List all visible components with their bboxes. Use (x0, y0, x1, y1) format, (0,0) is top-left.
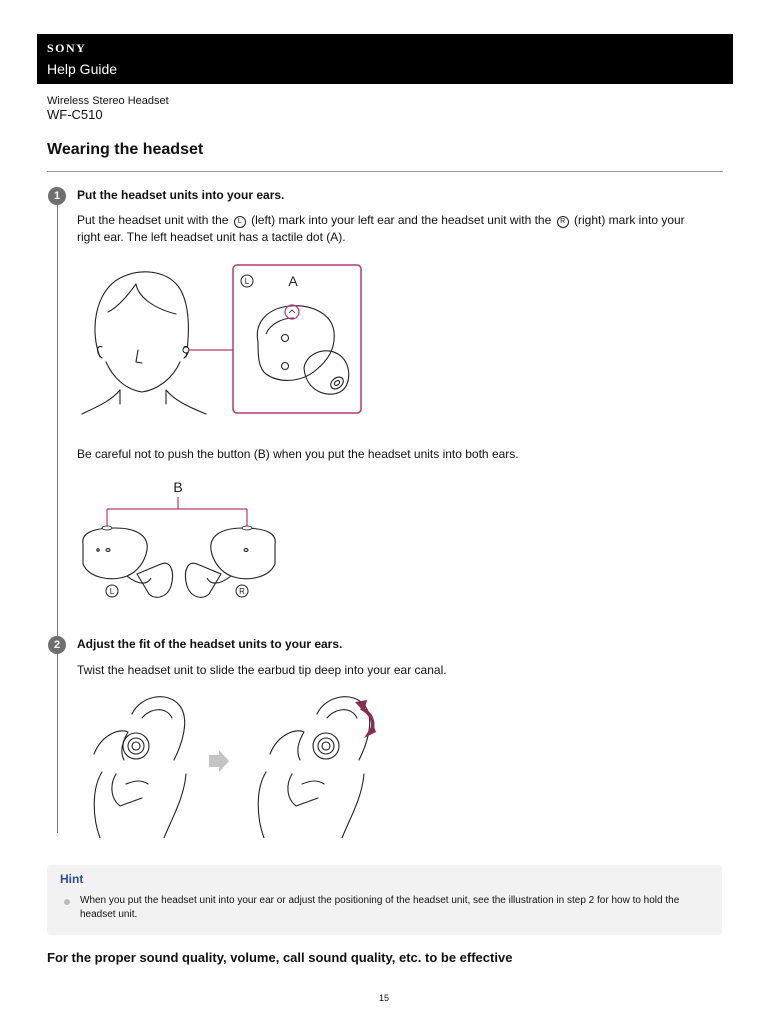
step-1-caution: Be careful not to push the button (B) when you put the headset units into both ears. (77, 447, 519, 461)
header-bar (37, 34, 733, 84)
arrow-right-icon (209, 750, 229, 772)
figure-label-b: B (173, 479, 183, 495)
hint-title: Hint (60, 872, 84, 886)
title-divider (47, 171, 723, 172)
earbuds-button-illustration (75, 478, 285, 606)
brand-logo: SONY (47, 41, 87, 55)
hint-box (47, 865, 722, 935)
step-1-text-part-4: right ear. The left headset unit has a tactile dot (A). (77, 230, 346, 244)
step-1-text-part-1: Put the headset unit with the (77, 213, 229, 227)
step-2-description: Twist the headset unit to slide the earbud tip deep into your ear canal. (77, 663, 447, 677)
step-2-badge: 2 (48, 636, 66, 654)
product-type: Wireless Stereo Headset (47, 95, 169, 107)
guide-title: Help Guide (47, 61, 118, 77)
step-2-title: Adjust the fit of the headset units to your ears. (77, 637, 343, 651)
step-connector-line (57, 203, 58, 833)
figure-left-mark: L (244, 277, 250, 286)
figure-right-label: R (239, 587, 245, 596)
bullet-icon (64, 899, 70, 905)
step-1-title: Put the headset units into your ears. (77, 188, 285, 202)
left-mark-icon: L (234, 216, 246, 228)
product-model: WF-C510 (47, 107, 103, 122)
next-section-title: For the proper sound quality, volume, call sound quality, etc. to be effective (47, 950, 513, 965)
twist-fit-illustration (80, 688, 390, 838)
step-1-text-part-2: (left) mark into your left ear and the headset unit with the (251, 213, 552, 227)
step-1-description (77, 212, 727, 246)
hint-text: When you put the headset unit into your ear or adjust the positioning of the headset unit, see the illustration in step 2 for how to hold the headset unit. (80, 895, 680, 920)
step-1-text-part-3: (right) mark into your (573, 213, 685, 227)
step-1-badge: 1 (48, 187, 66, 205)
page-title: Wearing the headset (47, 141, 204, 158)
head-earbud-illustration (80, 262, 370, 417)
page-number: 15 (378, 993, 389, 1003)
right-mark-icon: R (557, 216, 569, 228)
figure-left-label: L (109, 587, 115, 596)
figure-label-a: A (288, 273, 298, 289)
